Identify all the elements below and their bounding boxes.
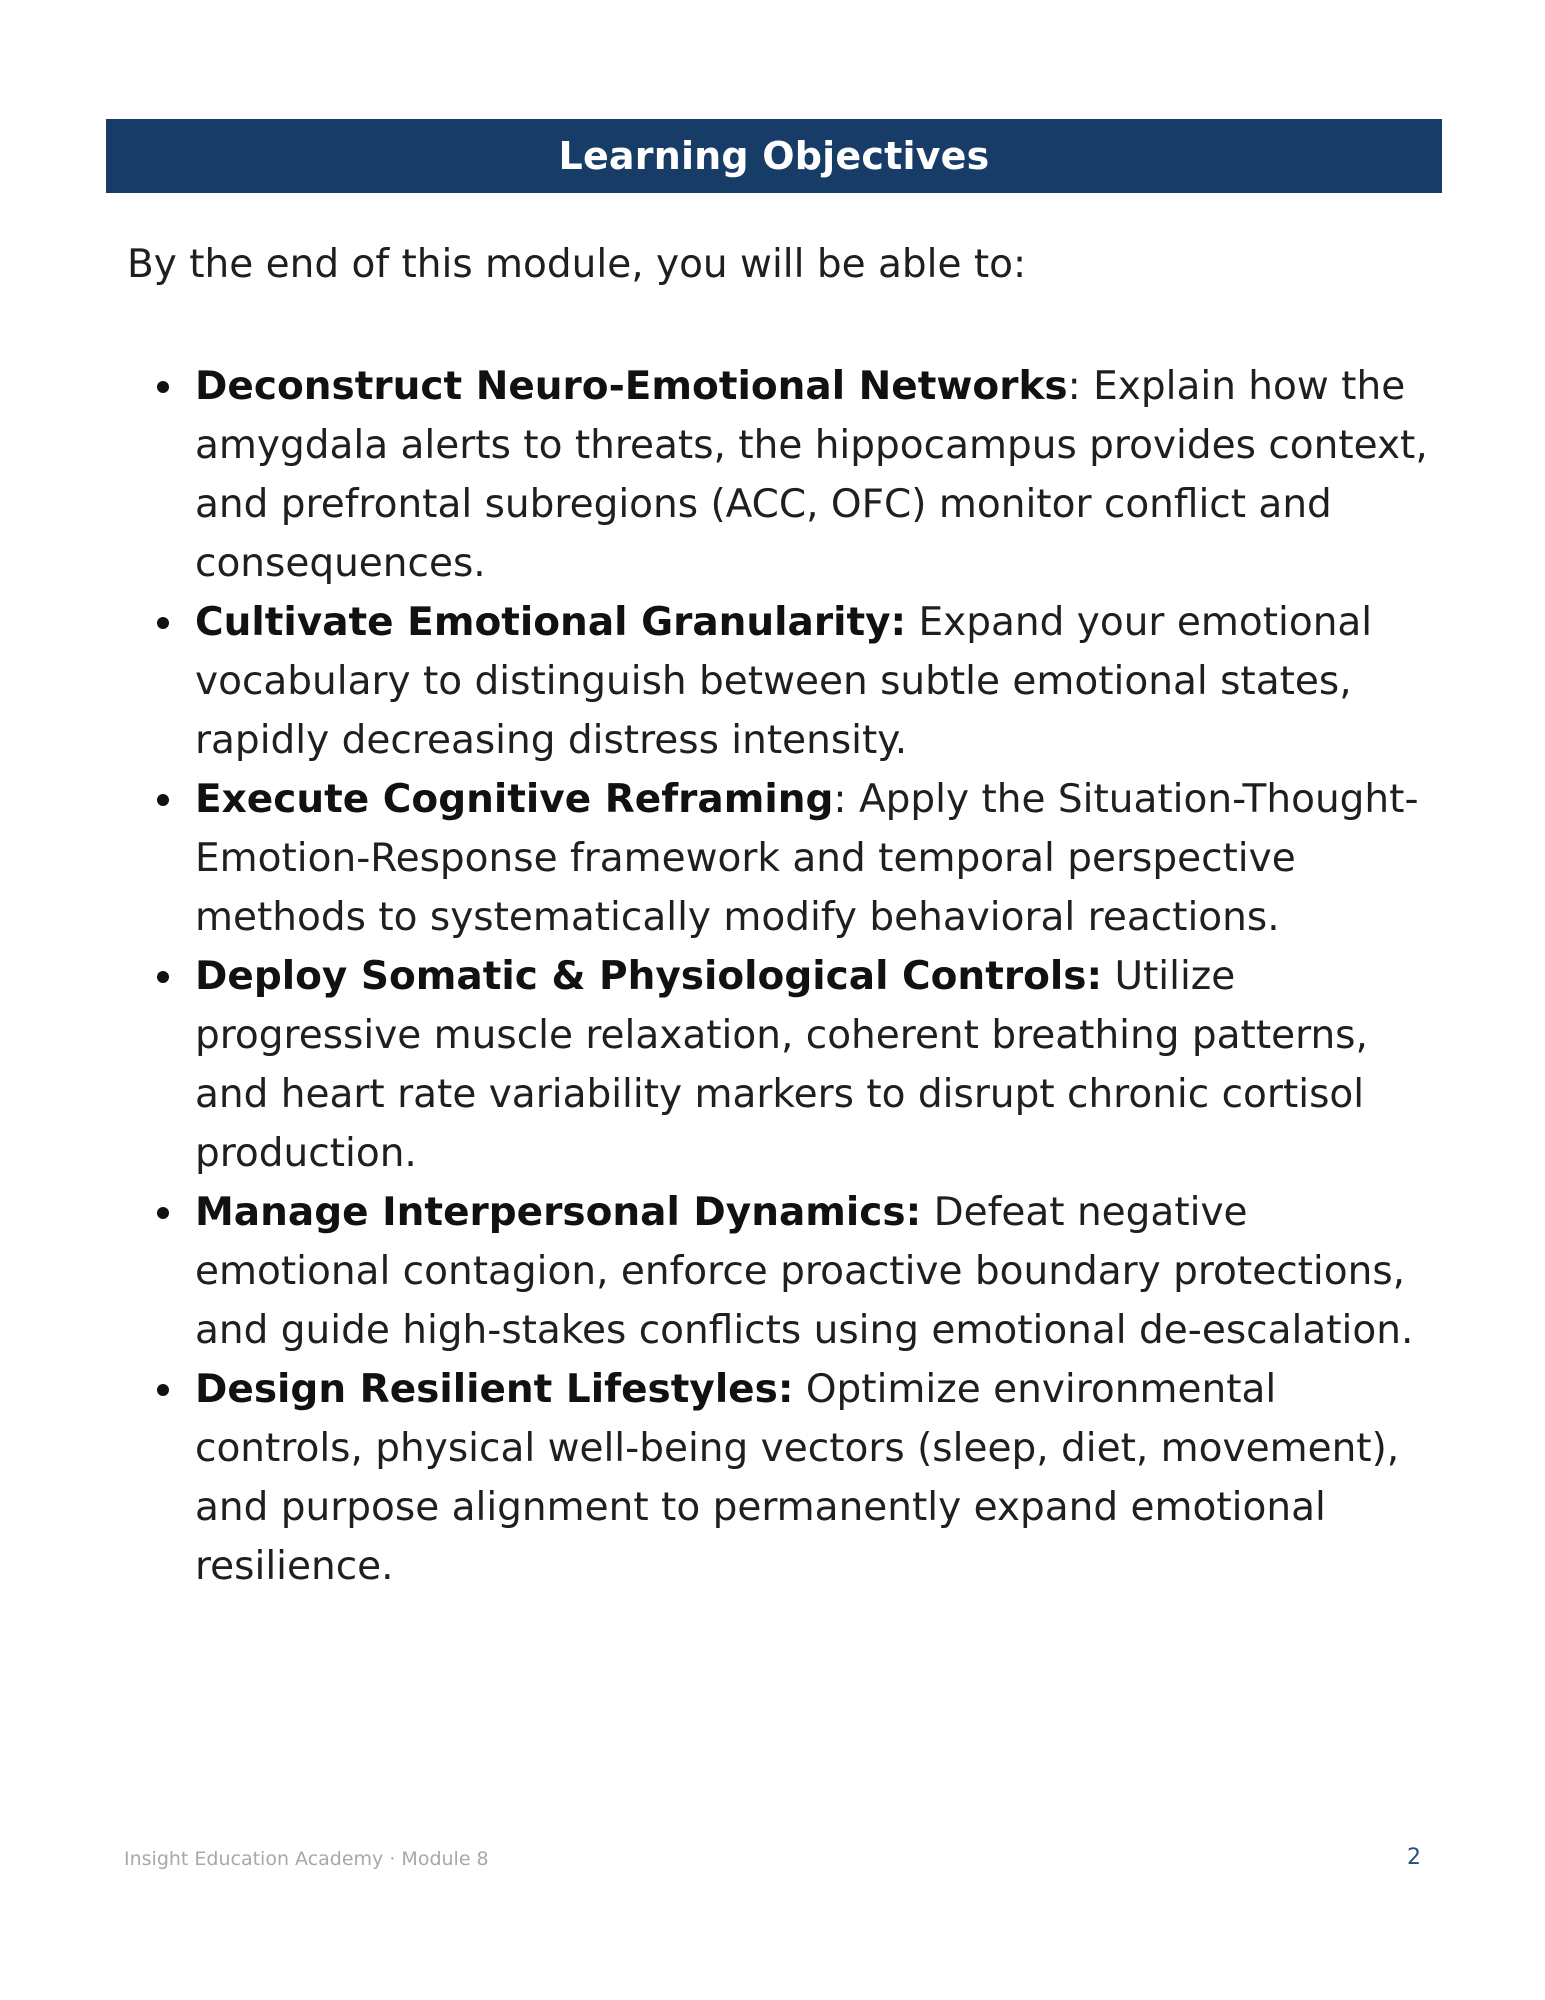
objective-text: Utilize progressive muscle relaxation, coherent breathing patterns, and heart rate variability markers to disrupt chronic cortisol production. [195,954,1368,1176]
bullet-icon [157,1207,169,1219]
objectives-list [195,357,1430,1596]
bullet-icon [157,381,169,393]
objective-item [195,1360,1430,1596]
objective-text: : Apply the Situation-Thought-Emotion-Response framework and temporal perspective methods to systematically modify behavioral reactions. [195,777,1419,940]
bullet-icon [157,617,169,629]
objective-title: Design Resilient Lifestyles: [195,1367,794,1412]
objective-text: Defeat negative emotional contagion, enforce proactive boundary protections, and guide high-stakes conflicts using emotional de-escalation. [195,1190,1414,1353]
objective-text: Optimize environmental controls, physical well-being vectors (sleep, diet, movement), and purpose alignment to permanently expand emotional resilience. [195,1367,1400,1589]
footer-source: Insight Education Academy · Module 8 [124,1848,489,1870]
objective-title: Cultivate Emotional Granularity: [195,600,907,645]
bullet-icon [157,1384,169,1396]
objective-item [195,593,1430,770]
objective-text: : Explain how the amygdala alerts to threats, the hippocampus provides context, and prefrontal subregions (ACC, OFC) monitor conflict and consequences. [195,364,1428,586]
objective-item [195,947,1430,1183]
intro-text: By the end of this module, you will be able to: [127,242,1027,287]
objective-item [195,357,1430,593]
objective-text: Expand your emotional vocabulary to distinguish between subtle emotional states, rapidly decreasing distress intensity. [195,600,1373,763]
section-header-bar [106,119,1442,193]
bullet-icon [157,794,169,806]
page-number: 2 [1407,1845,1421,1870]
objective-item [195,1183,1430,1360]
objective-title: Deploy Somatic & Physiological Controls: [195,954,1103,999]
section-title: Learning Objectives [558,134,990,178]
objective-title: Deconstruct Neuro-Emotional Networks [195,364,1068,409]
objective-title: Manage Interpersonal Dynamics: [195,1190,922,1235]
bullet-icon [157,971,169,983]
objective-item [195,770,1430,947]
objective-title: Execute Cognitive Reframing [195,777,834,822]
